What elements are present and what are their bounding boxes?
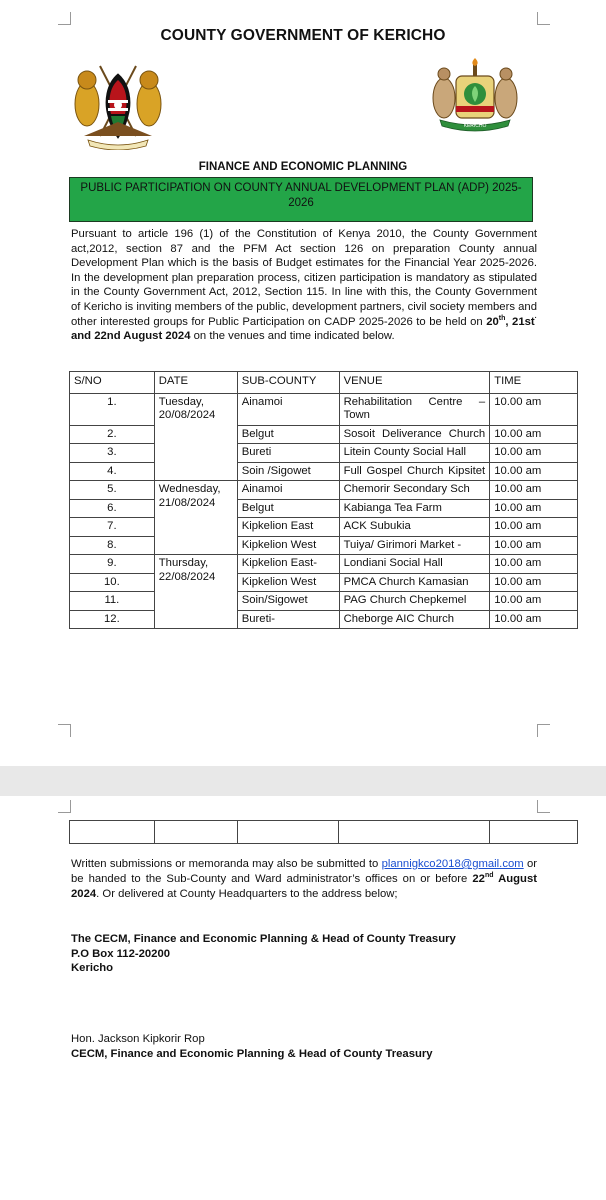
page-corner-marker [58, 724, 71, 737]
intro-text: Pursuant to article 196 (1) of the Constitution of Kenya 2010, the County Government act,2012, section 87 and the PFM Act section 126 on preparation County annual Development Plan which is the basis of Budget estimates for the Financial Year 2025-2026. In the development plan preparation process, citizen participation is mandatory as stipulated in the County Government Act, 2012, Section 115. In line with this, the County Government of Kericho is inviting members of the public, development partners, civil society members and other interested groups for Public Participation on CADP 2025-2026 to be held on [71, 228, 537, 328]
venue-cell: PAG Church Chepkemel [339, 592, 490, 611]
column-header: DATE [154, 372, 237, 394]
sub-county-cell: Belgut [237, 499, 339, 518]
deadline-date: 22nd August 2024 [71, 872, 537, 900]
sub-county-cell: Soin /Sigowet [237, 462, 339, 481]
postal-address [71, 932, 456, 976]
time-cell: 10.00 am [490, 499, 578, 518]
table-row [70, 425, 578, 444]
venue-cell: ACK Subukia [339, 518, 490, 537]
intro-tail: on the venues and time indicated below. [190, 330, 395, 343]
row-number: 11. [70, 592, 155, 611]
sub-county-cell: Bureti [237, 444, 339, 463]
row-number: 8. [70, 536, 155, 555]
row-number: 9. [70, 555, 155, 574]
sub-county-cell: Kipkelion West [237, 573, 339, 592]
table-row [70, 499, 578, 518]
date-cell: Thursday, 22/08/2024 [154, 555, 237, 629]
venue-cell: Tuiya/ Girimori Market - [339, 536, 490, 555]
intro-paragraph [71, 227, 537, 344]
address-line: The CECM, Finance and Economic Planning & Head of County Treasury [71, 933, 456, 945]
row-number: 3. [70, 444, 155, 463]
time-cell: 10.00 am [490, 610, 578, 629]
time-cell: 10.00 am [490, 481, 578, 500]
table-row [70, 555, 578, 574]
row-number: 4. [70, 462, 155, 481]
address-line: Kericho [71, 962, 114, 974]
table-row [70, 444, 578, 463]
table-row [70, 573, 578, 592]
county-title: COUNTY GOVERNMENT OF KERICHO [160, 27, 446, 44]
column-header: VENUE [339, 372, 490, 394]
venue-cell: Rehabilitation Centre – Town [339, 393, 490, 425]
row-number: 6. [70, 499, 155, 518]
date-cell: Wednesday, 21/08/2024 [154, 481, 237, 555]
page-break [0, 766, 606, 796]
page-corner-marker [537, 724, 550, 737]
venue-cell: PMCA Church Kamasian [339, 573, 490, 592]
venue-cell: Full Gospel Church Kipsitet [339, 462, 490, 481]
row-number: 5. [70, 481, 155, 500]
row-number: 2. [70, 425, 155, 444]
emblem-caption: KERICHO [463, 123, 487, 129]
time-cell: 10.00 am [490, 444, 578, 463]
signatory-name: Hon. Jackson Kipkorir Rop [71, 1033, 205, 1045]
table-row [70, 462, 578, 481]
table-row [70, 393, 578, 425]
time-cell: 10.00 am [490, 555, 578, 574]
department-heading: FINANCE AND ECONOMIC PLANNING [198, 161, 408, 173]
column-header: S/NO [70, 372, 155, 394]
venue-cell: Chemorir Secondary Sch [339, 481, 490, 500]
schedule-table [69, 371, 578, 629]
email-link[interactable]: plannigkco2018@gmail.com [381, 858, 524, 870]
sub-county-cell: Kipkelion West [237, 536, 339, 555]
announcement-banner [69, 177, 533, 222]
page-corner-marker [58, 12, 71, 25]
sub-county-cell: Kipkelion East [237, 518, 339, 537]
venue-cell: Kabianga Tea Farm [339, 499, 490, 518]
date-cell: Tuesday, 20/08/2024 [154, 393, 237, 481]
time-cell: 10.00 am [490, 536, 578, 555]
submission-paragraph: Written submissions or memoranda may also be submitted to plannigkco2018@gmail.com or be handed to the Sub-County and Ward administrator’s offices on or before 22nd August 2024. Or delivered at County Headquarters to the address below; [71, 858, 537, 900]
column-header: TIME [490, 372, 578, 394]
sub-county-cell: Soin/Sigowet [237, 592, 339, 611]
kenya-coat-of-arms-emblem [70, 58, 166, 150]
column-header: SUB-COUNTY [237, 372, 339, 394]
row-number: 12. [70, 610, 155, 629]
signatory-title: CECM, Finance and Economic Planning & Head of County Treasury [71, 1048, 433, 1060]
address-line: P.O Box 112-20200 [71, 947, 171, 960]
venue-cell: Cheborge AIC Church [339, 610, 490, 629]
row-number: 7. [70, 518, 155, 537]
time-cell: 10.00 am [490, 462, 578, 481]
venue-cell: Litein County Social Hall [339, 444, 490, 463]
table-row [70, 536, 578, 555]
sub-county-cell: Kipkelion East- [237, 555, 339, 574]
page-corner-marker [537, 800, 550, 813]
sub-county-cell: Ainamoi [237, 393, 339, 425]
table-row [70, 481, 578, 500]
time-cell: 10.00 am [490, 393, 578, 425]
sub-county-cell: Belgut [237, 425, 339, 444]
page-corner-marker [537, 12, 550, 25]
table-row [70, 610, 578, 629]
venue-cell: Londiani Social Hall [339, 555, 490, 574]
table-row [70, 518, 578, 537]
signatory-block [71, 1032, 433, 1062]
time-cell: 10.00 am [490, 518, 578, 537]
time-cell: 10.00 am [490, 592, 578, 611]
venue-cell: Sosoit Deliverance Church [339, 425, 490, 444]
kericho-county-emblem [430, 58, 520, 138]
time-cell: 10.00 am [490, 425, 578, 444]
date-1: 20th, 21st· and 22nd August 2024 [71, 314, 537, 343]
sub-county-cell: Bureti- [237, 610, 339, 629]
row-number: 10. [70, 573, 155, 592]
table-row [70, 592, 578, 611]
page-corner-marker [58, 800, 71, 813]
sub-county-cell: Ainamoi [237, 481, 339, 500]
table-continuation-row [69, 820, 578, 844]
row-number: 1. [70, 393, 155, 425]
banner-title: PUBLIC PARTICIPATION ON COUNTY ANNUAL DEVELOPMENT PLAN (ADP) 2025-2026 [80, 182, 522, 209]
table-header-row [70, 372, 578, 394]
time-cell: 10.00 am [490, 573, 578, 592]
table-row [70, 821, 578, 844]
